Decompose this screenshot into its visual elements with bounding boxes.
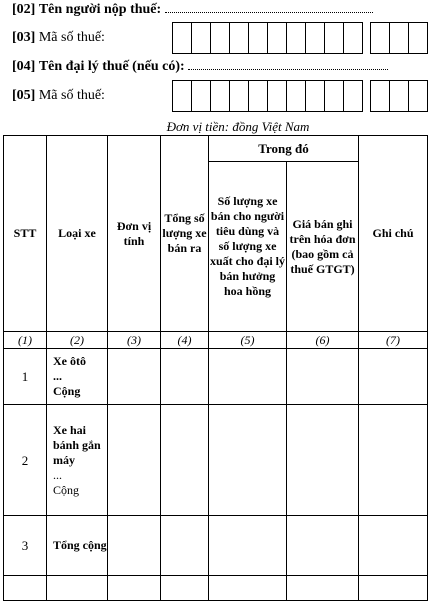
row-price-cell[interactable] bbox=[287, 405, 359, 516]
empty-cell[interactable] bbox=[47, 576, 108, 601]
agent-tax-code-line bbox=[12, 88, 105, 104]
vehicle-sales-table bbox=[3, 135, 428, 601]
tax-code-boxes[interactable] bbox=[172, 22, 363, 54]
row-unit-cell[interactable] bbox=[108, 405, 161, 516]
agent-tax-code-boxes[interactable] bbox=[172, 80, 363, 112]
header-vehicle-type: Loại xe bbox=[47, 136, 108, 332]
empty-cell[interactable] bbox=[4, 576, 47, 601]
table-row bbox=[4, 349, 428, 405]
row-notes-cell[interactable] bbox=[359, 349, 428, 405]
tax-code-line bbox=[12, 30, 105, 46]
row-total-cell[interactable] bbox=[161, 516, 209, 576]
header-invoice-price: Giá bán ghi trên hóa đơn (bao gồm cả thuế GTGT) bbox=[287, 162, 359, 332]
header-unit: Đơn vị tính bbox=[108, 136, 161, 332]
currency-unit-note: Đơn vị tiền: đồng Việt Nam bbox=[166, 119, 310, 134]
field-03-number: [03] bbox=[12, 30, 36, 45]
taxpayer-name-line bbox=[12, 2, 373, 18]
agent-tax-code-box[interactable] bbox=[343, 80, 363, 112]
empty-cell[interactable] bbox=[359, 576, 428, 601]
vehicle-type-name: Xe hai bánh gắn máy bbox=[53, 422, 101, 467]
field-05-number: [05] bbox=[12, 88, 36, 103]
agent-tax-code-box[interactable] bbox=[286, 80, 305, 112]
row-unit-cell[interactable] bbox=[108, 516, 161, 576]
vehicle-type-dots: ... bbox=[53, 467, 62, 482]
agent-tax-code-box[interactable] bbox=[305, 80, 324, 112]
tax-agent-name-dots[interactable] bbox=[188, 59, 388, 70]
col-index-6: (6) bbox=[287, 332, 359, 349]
table-row bbox=[4, 516, 428, 576]
header-stt: STT bbox=[4, 136, 47, 332]
row-stt: 1 bbox=[4, 349, 47, 405]
row-quantity-cell[interactable] bbox=[209, 405, 287, 516]
col-index-3: (3) bbox=[108, 332, 161, 349]
tax-code-box[interactable] bbox=[191, 22, 210, 54]
tax-code-box[interactable] bbox=[286, 22, 305, 54]
agent-tax-code-box[interactable] bbox=[408, 80, 428, 112]
agent-tax-code-suffix-boxes[interactable] bbox=[370, 80, 428, 112]
tax-code-box[interactable] bbox=[324, 22, 343, 54]
row-total-cell[interactable] bbox=[161, 405, 209, 516]
row-stt: 3 bbox=[4, 516, 47, 576]
header-total-quantity: Tổng số lượng xe bán ra bbox=[161, 136, 209, 332]
row-grand-total: Tổng cộng bbox=[47, 516, 108, 576]
col-index-1: (1) bbox=[4, 332, 47, 349]
agent-tax-code-box[interactable] bbox=[191, 80, 210, 112]
agent-tax-code-box[interactable] bbox=[172, 80, 191, 112]
agent-tax-code-box[interactable] bbox=[370, 80, 389, 112]
row-notes-cell[interactable] bbox=[359, 516, 428, 576]
tax-code-box[interactable] bbox=[389, 22, 408, 54]
col-index-7: (7) bbox=[359, 332, 428, 349]
taxpayer-name-dots[interactable] bbox=[165, 2, 373, 13]
agent-tax-code-box[interactable] bbox=[324, 80, 343, 112]
empty-cell[interactable] bbox=[287, 576, 359, 601]
agent-tax-code-box[interactable] bbox=[248, 80, 267, 112]
row-price-cell[interactable] bbox=[287, 516, 359, 576]
row-vehicle-type bbox=[47, 349, 108, 405]
col-index-4: (4) bbox=[161, 332, 209, 349]
agent-tax-code-box[interactable] bbox=[229, 80, 248, 112]
tax-code-box[interactable] bbox=[210, 22, 229, 54]
taxpayer-name-label: Tên người nộp thuế: bbox=[38, 2, 162, 17]
vehicle-type-subtotal: Cộng bbox=[53, 482, 80, 497]
row-total-cell[interactable] bbox=[161, 349, 209, 405]
vehicle-type-subtotal: Cộng bbox=[53, 384, 81, 398]
vehicle-type-dots: ... bbox=[53, 369, 62, 383]
tax-code-box[interactable] bbox=[229, 22, 248, 54]
table-row-empty bbox=[4, 576, 428, 601]
field-02-number: [02] bbox=[12, 2, 36, 17]
tax-code-box[interactable] bbox=[267, 22, 286, 54]
tax-code-box[interactable] bbox=[370, 22, 389, 54]
tax-agent-name-line bbox=[12, 59, 388, 75]
agent-tax-code-box[interactable] bbox=[210, 80, 229, 112]
empty-cell[interactable] bbox=[209, 576, 287, 601]
tax-code-box[interactable] bbox=[343, 22, 363, 54]
tax-code-box[interactable] bbox=[408, 22, 428, 54]
field-04-number: [04] bbox=[12, 59, 36, 74]
row-notes-cell[interactable] bbox=[359, 405, 428, 516]
tax-code-label: Mã số thuế: bbox=[38, 30, 105, 45]
col-index-5: (5) bbox=[209, 332, 287, 349]
row-vehicle-type bbox=[47, 405, 108, 516]
vehicle-type-name: Xe ôtô bbox=[53, 354, 86, 368]
tax-code-box[interactable] bbox=[172, 22, 191, 54]
empty-cell[interactable] bbox=[108, 576, 161, 601]
tax-agent-name-label: Tên đại lý thuế (nếu có): bbox=[38, 59, 185, 74]
agent-tax-code-box[interactable] bbox=[267, 80, 286, 112]
row-quantity-cell[interactable] bbox=[209, 349, 287, 405]
agent-tax-code-box[interactable] bbox=[389, 80, 408, 112]
header-quantity-sold: Số lượng xe bán cho người tiêu dùng và số lượng xe xuất cho đại lý bán hưởng hoa hồng bbox=[209, 162, 287, 332]
col-index-2: (2) bbox=[47, 332, 108, 349]
tax-code-box[interactable] bbox=[248, 22, 267, 54]
row-unit-cell[interactable] bbox=[108, 349, 161, 405]
tax-code-box[interactable] bbox=[305, 22, 324, 54]
tax-code-suffix-boxes[interactable] bbox=[370, 22, 428, 54]
row-price-cell[interactable] bbox=[287, 349, 359, 405]
header-of-which: Trong đó bbox=[209, 136, 359, 162]
empty-cell[interactable] bbox=[161, 576, 209, 601]
row-quantity-cell[interactable] bbox=[209, 516, 287, 576]
table-row bbox=[4, 405, 428, 516]
row-stt: 2 bbox=[4, 405, 47, 516]
agent-tax-code-label: Mã số thuế: bbox=[38, 88, 105, 103]
header-notes: Ghi chú bbox=[359, 136, 428, 332]
